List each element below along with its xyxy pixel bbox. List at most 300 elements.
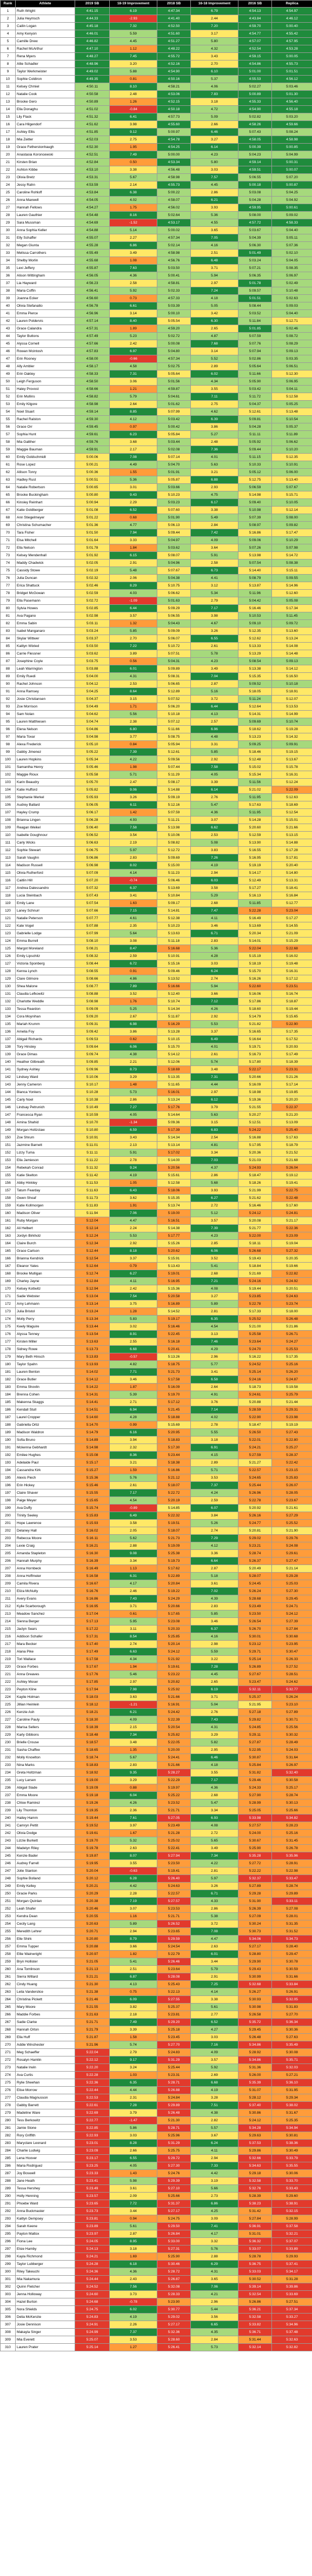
cell-18-19-improvement: 8.18 — [110, 1247, 157, 1255]
cell-replica: 5:10.91 — [272, 461, 312, 469]
cell-18-19-improvement: 1.16 — [110, 1913, 157, 1920]
cell-2019-sb: 5:16.95 — [75, 1603, 110, 1610]
table-header — [1, 1, 312, 8]
table-row — [1, 378, 312, 386]
table-row — [1, 302, 312, 310]
cell-2018-sb: 5:27.31 — [157, 2245, 191, 2253]
cell-2018-sb: 4:52.16 — [157, 60, 191, 68]
cell-18-19-improvement: 5.67 — [110, 1754, 157, 1762]
table-row — [1, 2268, 312, 2276]
cell-rank: 256 — [1, 1936, 16, 1943]
cell-2019-sb: 5:18.12 — [75, 1701, 110, 1709]
cell-2018-sb: 5:22.13 — [157, 1988, 191, 1996]
table-row — [1, 1973, 312, 1981]
cell-2018-sb: 5:04.96 — [157, 559, 191, 567]
cell-2016-sb: 5:16.46 — [238, 1202, 272, 1210]
cell-rank: 148 — [1, 1119, 16, 1127]
cell-2019-sb: 4:57.83 — [75, 348, 110, 355]
cell-athlete: Anna Buckmaster — [16, 2208, 75, 2215]
cell-2018-sb: 5:14.38 — [157, 1225, 191, 1232]
cell-2016-sb: 5:01.51 — [238, 295, 272, 302]
cell-16-18-improvement: 3.28 — [191, 2094, 238, 2102]
table-row — [1, 1784, 312, 1792]
cell-18-19-improvement: 3.29 — [110, 1074, 157, 1081]
cell-athlete: Carly Noel — [16, 1096, 75, 1104]
cell-replica: 5:17.47 — [272, 529, 312, 537]
table-row — [1, 2336, 312, 2344]
cell-replica: 5:24.92 — [272, 1278, 312, 1285]
cell-16-18-improvement: 3.22 — [191, 1656, 238, 1663]
cell-18-19-improvement: 3.48 — [110, 1739, 157, 1746]
cell-2019-sb: 5:21.21 — [75, 1973, 110, 1981]
cell-16-18-improvement: 6.55 — [191, 635, 238, 643]
cell-2016-sb: 5:11.85 — [238, 900, 272, 907]
cell-athlete: Amy Lehmann — [16, 1300, 75, 1308]
table-row — [1, 499, 312, 507]
table-row — [1, 794, 312, 801]
table-row — [1, 23, 312, 30]
cell-2019-sb: 5:07.43 — [75, 892, 110, 900]
cell-16-18-improvement: 2.68 — [191, 1792, 238, 1799]
cell-replica: 5:09.03 — [272, 302, 312, 310]
cell-2016-sb: 5:11.11 — [238, 431, 272, 439]
cell-16-18-improvement: 2.72 — [191, 1830, 238, 1837]
cell-2016-sb: 5:30.86 — [238, 2109, 272, 2117]
cell-rank: 90 — [1, 680, 16, 688]
cell-2019-sb: 5:09.74 — [75, 1051, 110, 1058]
cell-athlete: Taylor Werkmeister — [16, 68, 75, 76]
cell-athlete: Riley Takeuchi — [16, 2268, 75, 2276]
table-row — [1, 1384, 312, 1391]
column-header-16-18-improvement[interactable]: 16-18 Improvement — [191, 1, 238, 8]
cell-athlete: Kelsey Chmiel — [16, 83, 75, 91]
cell-2018-sb: 5:02.14 — [157, 242, 191, 249]
cell-16-18-improvement: 6.64 — [191, 1557, 238, 1565]
cell-2019-sb: 5:02.19 — [75, 567, 110, 575]
cell-2016-sb: 5:24.61 — [238, 1391, 272, 1399]
cell-2018-sb: 5:06.55 — [157, 612, 191, 620]
cell-rank: 220 — [1, 1663, 16, 1671]
cell-18-19-improvement: 0.94 — [110, 2215, 157, 2223]
cell-16-18-improvement: 2.86 — [191, 189, 238, 197]
cell-replica: 5:30.78 — [272, 1958, 312, 1966]
cell-16-18-improvement: 2.83 — [191, 1603, 238, 1610]
cell-2016-sb: 5:00.39 — [238, 144, 272, 151]
cell-2018-sb: 5:21.45 — [157, 1406, 191, 1414]
table-row — [1, 665, 312, 673]
cell-2018-sb: 4:58.98 — [157, 249, 191, 257]
cell-18-19-improvement: 3.53 — [110, 2336, 157, 2344]
cell-18-19-improvement: -1.09 — [110, 597, 157, 605]
cell-rank: 280 — [1, 2117, 16, 2125]
cell-2019-sb: 5:08.44 — [75, 960, 110, 968]
cell-16-18-improvement: 7.51 — [191, 2102, 238, 2109]
cell-2019-sb: 5:08.55 — [75, 968, 110, 975]
cell-18-19-improvement: 4.82 — [110, 1361, 157, 1368]
cell-16-18-improvement: 6.86 — [191, 2200, 238, 2208]
cell-2019-sb: 5:23.17 — [75, 2155, 110, 2162]
cell-2019-sb: 4:52.30 — [75, 144, 110, 151]
cell-18-19-improvement: 3.49 — [110, 249, 157, 257]
table-row — [1, 1474, 312, 1482]
cell-2016-sb: 5:18.46 — [238, 748, 272, 756]
cell-16-18-improvement: 2.96 — [191, 2298, 238, 2306]
cell-18-19-improvement: 2.13 — [110, 1142, 157, 1149]
cell-rank: 153 — [1, 1157, 16, 1164]
cell-athlete: Grace Calandra — [16, 325, 75, 333]
cell-2019-sb: 4:49.35 — [75, 76, 110, 83]
cell-2018-sb: 5:19.97 — [157, 1784, 191, 1792]
cell-rank: 87 — [1, 658, 16, 665]
cell-replica: 5:04.40 — [272, 227, 312, 234]
table-row — [1, 2208, 312, 2215]
cell-replica: 5:12.14 — [272, 507, 312, 514]
cell-2019-sb: 5:14.22 — [75, 1384, 110, 1391]
cell-2018-sb: 4:54.25 — [157, 144, 191, 151]
cell-18-19-improvement: 1.12 — [110, 45, 157, 53]
cell-16-18-improvement: 2.92 — [191, 756, 238, 764]
cell-2016-sb: 5:31.44 — [238, 2336, 272, 2344]
cell-2018-sb: 4:57.33 — [157, 295, 191, 302]
cell-rank: 61 — [1, 461, 16, 469]
cell-2019-sb: 5:20.63 — [75, 1920, 110, 1928]
cell-2016-sb: 5:00.18 — [238, 181, 272, 189]
cell-2018-sb: 5:21.66 — [157, 1762, 191, 1769]
cell-2016-sb: 5:09.40 — [238, 499, 272, 507]
cell-18-19-improvement: 4.44 — [110, 2087, 157, 2094]
cell-replica: 5:27.39 — [272, 1618, 312, 1626]
cell-athlete: Bridget McGowan — [16, 590, 75, 597]
table-row — [1, 2102, 312, 2109]
cell-16-18-improvement: 6.79 — [191, 8, 238, 15]
cell-2019-sb: 5:02.05 — [75, 559, 110, 567]
cell-18-19-improvement: 2.38 — [110, 718, 157, 726]
cell-16-18-improvement: 5.34 — [191, 590, 238, 597]
cell-2016-sb: 5:23.49 — [238, 1603, 272, 1610]
table-row — [1, 590, 312, 597]
cell-replica: 5:28.23 — [272, 1822, 312, 1830]
cell-2019-sb: 5:17.76 — [75, 1671, 110, 1678]
cell-2018-sb: 5:13.69 — [157, 885, 191, 892]
cell-2016-sb: 5:29.11 — [238, 1731, 272, 1739]
cell-rank: 51 — [1, 386, 16, 393]
cell-rank: 35 — [1, 265, 16, 272]
table-row — [1, 824, 312, 832]
cell-athlete: Brielle Crouse — [16, 1739, 75, 1746]
cell-2019-sb: 5:08.66 — [75, 975, 110, 983]
cell-rank: 76 — [1, 575, 16, 582]
cell-18-19-improvement: 2.91 — [110, 559, 157, 567]
cell-2019-sb: 5:12.74 — [75, 1270, 110, 1278]
cell-athlete: Sadie Webster — [16, 1293, 75, 1300]
cell-rank: 227 — [1, 1716, 16, 1724]
cell-2018-sb: 5:07.99 — [157, 408, 191, 416]
cell-18-19-improvement: 5.88 — [110, 68, 157, 76]
cell-2018-sb: 5:06.46 — [157, 877, 191, 885]
cell-2016-sb: 5:23.50 — [238, 1610, 272, 1618]
cell-2018-sb: 5:04.61 — [157, 393, 191, 401]
cell-16-18-improvement: 3.55 — [191, 1769, 238, 1777]
cell-2016-sb: 5:26.00 — [238, 2072, 272, 2079]
column-header-2018-sb[interactable]: 2018 SB — [157, 1, 191, 8]
cell-replica: 5:12.35 — [272, 454, 312, 461]
cell-rank: 222 — [1, 1678, 16, 1686]
cell-2019-sb: 4:59.61 — [75, 431, 110, 439]
cell-replica: 5:17.28 — [272, 847, 312, 854]
cell-athlete: Christina Pickett — [16, 1996, 75, 2004]
cell-replica: 5:32.03 — [272, 2064, 312, 2072]
table-row — [1, 295, 312, 302]
table-row — [1, 779, 312, 786]
cell-2019-sb: 5:14.02 — [75, 1368, 110, 1376]
cell-replica: 5:30.08 — [272, 2049, 312, 2056]
cell-2018-sb: 5:23.64 — [157, 1966, 191, 1973]
cell-rank: 55 — [1, 416, 16, 423]
table-row — [1, 1489, 312, 1497]
cell-2018-sb: 5:20.19 — [157, 1497, 191, 1505]
cell-rank: 5 — [1, 38, 16, 45]
column-header-rank[interactable]: Rank — [1, 1, 16, 8]
cell-athlete: Maria Tovar — [16, 733, 75, 741]
cell-rank: 141 — [1, 1066, 16, 1074]
cell-2016-sb: 5:20.92 — [238, 1505, 272, 1512]
table-row — [1, 1731, 312, 1739]
cell-athlete: Kayla Richmond — [16, 2253, 75, 2261]
cell-athlete: Kirsten Brian — [16, 159, 75, 166]
cell-2018-sb: 5:20.41 — [157, 1346, 191, 1353]
cell-2019-sb: 5:03.11 — [75, 620, 110, 628]
cell-2016-sb: 5:03.52 — [238, 310, 272, 318]
cell-replica: 5:28.01 — [272, 1913, 312, 1920]
cell-2019-sb: 5:21.38 — [75, 1988, 110, 1996]
cell-2019-sb: 5:04.86 — [75, 726, 110, 733]
cell-16-18-improvement: 4.17 — [191, 2230, 238, 2238]
cell-rank: 221 — [1, 1671, 16, 1678]
cell-replica: 5:26.91 — [272, 1988, 312, 1996]
cell-rank: 306 — [1, 2314, 16, 2321]
cell-2016-sb: 5:04.42 — [238, 597, 272, 605]
cell-replica: 5:03.35 — [272, 355, 312, 363]
cell-2019-sb: 5:23.41 — [75, 2177, 110, 2185]
column-header-athlete[interactable]: Athlete — [16, 1, 75, 8]
table-row — [1, 2276, 312, 2283]
cell-rank: 25 — [1, 189, 16, 197]
cell-2019-sb: 5:22.69 — [75, 2109, 110, 2117]
cell-16-18-improvement: 7.04 — [191, 673, 238, 680]
cell-2019-sb: 5:19.18 — [75, 1792, 110, 1799]
cell-athlete: Gabrielle Lodge — [16, 930, 75, 938]
cell-2016-sb: 5:04.23 — [238, 151, 272, 159]
cell-2016-sb: 5:26.58 — [238, 2011, 272, 2019]
table-row — [1, 847, 312, 854]
cell-2019-sb: 5:04.98 — [75, 733, 110, 741]
table-row — [1, 1157, 312, 1164]
cell-18-19-improvement: 1.48 — [110, 1081, 157, 1089]
cell-rank: 251 — [1, 1898, 16, 1905]
cell-2018-sb: 5:15.16 — [157, 960, 191, 968]
cell-athlete: Stephanie Merkel — [16, 794, 75, 801]
cell-16-18-improvement: 5.89 — [191, 1300, 238, 1308]
cell-athlete: Sydney Ashley — [16, 1066, 75, 1074]
cell-16-18-improvement: 5.63 — [191, 1111, 238, 1119]
cell-rank: 88 — [1, 665, 16, 673]
cell-16-18-improvement: 3.37 — [191, 1028, 238, 1036]
cell-replica: 5:27.70 — [272, 2011, 312, 2019]
cell-16-18-improvement: 5.27 — [191, 431, 238, 439]
table-row — [1, 938, 312, 945]
cell-18-19-improvement: 1.26 — [110, 98, 157, 106]
cell-2018-sb: 5:25.90 — [157, 2253, 191, 2261]
cell-replica: 5:10.74 — [272, 718, 312, 726]
cell-rank: 44 — [1, 333, 16, 340]
cell-16-18-improvement: 5.57 — [191, 2125, 238, 2132]
cell-16-18-improvement: 4.28 — [191, 953, 238, 960]
table-row — [1, 370, 312, 378]
cell-rank: 228 — [1, 1724, 16, 1731]
cell-replica: 5:19.66 — [272, 1263, 312, 1270]
cell-2016-sb: 5:25.37 — [238, 1694, 272, 1701]
cell-18-19-improvement: 2.55 — [110, 1338, 157, 1346]
cell-2016-sb: 5:34.28 — [238, 2125, 272, 2132]
cell-16-18-improvement: 4.32 — [191, 45, 238, 53]
table-row — [1, 1694, 312, 1701]
cell-replica: 5:25.40 — [272, 1127, 312, 1134]
cell-2019-sb: 5:21.13 — [75, 1966, 110, 1973]
cell-16-18-improvement: 5.78 — [191, 650, 238, 658]
cell-16-18-improvement: 4.42 — [191, 2170, 238, 2177]
column-header-2019-sb[interactable]: 2019 SB — [75, 1, 110, 8]
table-row — [1, 174, 312, 181]
table-row — [1, 386, 312, 393]
cell-18-19-improvement: 2.05 — [110, 1527, 157, 1535]
cell-replica: 5:10.29 — [272, 537, 312, 544]
cell-2016-sb: 5:21.02 — [238, 786, 272, 794]
cell-2019-sb: 5:12.34 — [75, 1240, 110, 1247]
cell-2018-sb: 5:01.56 — [157, 378, 191, 386]
cell-replica: 5:23.31 — [272, 1066, 312, 1074]
cell-16-18-improvement: 6.10 — [191, 68, 238, 76]
cell-2018-sb: 5:19.41 — [157, 1867, 191, 1875]
cell-16-18-improvement: 5.85 — [191, 1610, 238, 1618]
cell-rank: 202 — [1, 1527, 16, 1535]
cell-2019-sb: 5:16.49 — [75, 1565, 110, 1573]
cell-16-18-improvement: 7.28 — [191, 1663, 238, 1671]
cell-2016-sb: 5:26.48 — [238, 2034, 272, 2041]
cell-16-18-improvement: 3.93 — [191, 1187, 238, 1195]
cell-rank: 252 — [1, 1905, 16, 1913]
cell-2016-sb: 5:07.39 — [238, 514, 272, 522]
cell-2019-sb: 5:14.70 — [75, 1421, 110, 1429]
cell-18-19-improvement: 6.97 — [110, 348, 157, 355]
cell-replica: 5:13.31 — [272, 877, 312, 885]
cell-rank: 234 — [1, 1769, 16, 1777]
cell-rank: 298 — [1, 2253, 16, 2261]
table-row — [1, 756, 312, 764]
cell-athlete: Alana Pike — [16, 1648, 75, 1656]
table-row — [1, 1210, 312, 1217]
cell-rank: 296 — [1, 2238, 16, 2245]
column-header-18-19-improvement[interactable]: 18-19 Improvement — [110, 1, 157, 8]
cell-replica: 5:30.68 — [272, 1633, 312, 1641]
cell-rank: 115 — [1, 869, 16, 877]
cell-16-18-improvement: 5.05 — [191, 302, 238, 310]
cell-2018-sb: 5:20.82 — [157, 1678, 191, 1686]
cell-2016-sb: 5:21.69 — [238, 1270, 272, 1278]
cell-replica: 5:17.35 — [272, 1353, 312, 1361]
cell-18-19-improvement: 3.82 — [110, 2004, 157, 2011]
cell-athlete: Grace Butler — [16, 1376, 75, 1384]
cell-16-18-improvement: 3.61 — [191, 1580, 238, 1588]
cell-athlete: Josie Dennison — [16, 2321, 75, 2329]
cell-16-18-improvement: 5.73 — [191, 2344, 238, 2351]
table-row — [1, 839, 312, 847]
cell-athlete: Abby Hinkley — [16, 1179, 75, 1187]
cell-rank: 203 — [1, 1535, 16, 1542]
column-header-2016-sb[interactable]: 2016 SB — [238, 1, 272, 8]
cell-2018-sb: 5:12.16 — [157, 801, 191, 809]
cell-2018-sb: 5:14.88 — [157, 786, 191, 794]
cell-2018-sb: 5:17.12 — [157, 1399, 191, 1406]
cell-2016-sb: 5:32.37 — [238, 1875, 272, 1883]
cell-16-18-improvement: 5.82 — [191, 1739, 238, 1746]
cell-2019-sb: 5:04.00 — [75, 673, 110, 680]
cell-replica: 5:05.11 — [272, 234, 312, 242]
cell-athlete: Alison Wittingham — [16, 272, 75, 280]
cell-2016-sb: 5:26.24 — [238, 1588, 272, 1595]
cell-replica: 5:14.72 — [272, 552, 312, 559]
cell-rank: 155 — [1, 1172, 16, 1179]
table-row — [1, 1043, 312, 1051]
cell-rank: 210 — [1, 1588, 16, 1595]
cell-rank: 308 — [1, 2329, 16, 2336]
cell-2016-sb: 5:05.64 — [238, 363, 272, 370]
cell-18-19-improvement: 3.66 — [110, 1943, 157, 1951]
cell-replica: 5:31.95 — [272, 2087, 312, 2094]
cell-2016-sb: 5:26.68 — [238, 1247, 272, 1255]
cell-2019-sb: 5:01.50 — [75, 529, 110, 537]
cell-16-18-improvement: 3.09 — [191, 2215, 238, 2223]
cell-2016-sb: 5:35.39 — [238, 2079, 272, 2087]
cell-rank: 62 — [1, 469, 16, 476]
cell-2019-sb: 5:07.77 — [75, 915, 110, 922]
cell-replica: 5:06.00 — [272, 469, 312, 476]
cell-athlete: Holly Henning — [16, 2193, 75, 2200]
cell-2018-sb: 4:56.76 — [157, 257, 191, 265]
cell-2016-sb: 5:22.28 — [238, 907, 272, 915]
table-row — [1, 1074, 312, 1081]
cell-rank: 4 — [1, 30, 16, 38]
cell-rank: 40 — [1, 302, 16, 310]
cell-2019-sb: 4:51.02 — [75, 106, 110, 113]
cell-2016-sb: 5:35.28 — [238, 1852, 272, 1860]
cell-replica: 5:04.92 — [272, 197, 312, 204]
cell-18-19-improvement: 3.06 — [110, 378, 157, 386]
cell-2019-sb: 5:06.63 — [75, 839, 110, 847]
table-row — [1, 1497, 312, 1505]
table-row — [1, 559, 312, 567]
cell-2016-sb: 4:59.70 — [238, 23, 272, 30]
cell-16-18-improvement: 2.61 — [191, 643, 238, 650]
cell-2019-sb: 4:52.84 — [75, 159, 110, 166]
cell-2018-sb: 5:29.02 — [157, 2314, 191, 2321]
column-header-replica[interactable]: Replica — [272, 1, 312, 8]
cell-2018-sb: 5:06.62 — [157, 590, 191, 597]
cell-rank: 253 — [1, 1913, 16, 1920]
table-row — [1, 1096, 312, 1104]
cell-16-18-improvement: 6.27 — [191, 1195, 238, 1202]
cell-rank: 125 — [1, 945, 16, 953]
cell-2019-sb: 5:13.24 — [75, 1308, 110, 1316]
